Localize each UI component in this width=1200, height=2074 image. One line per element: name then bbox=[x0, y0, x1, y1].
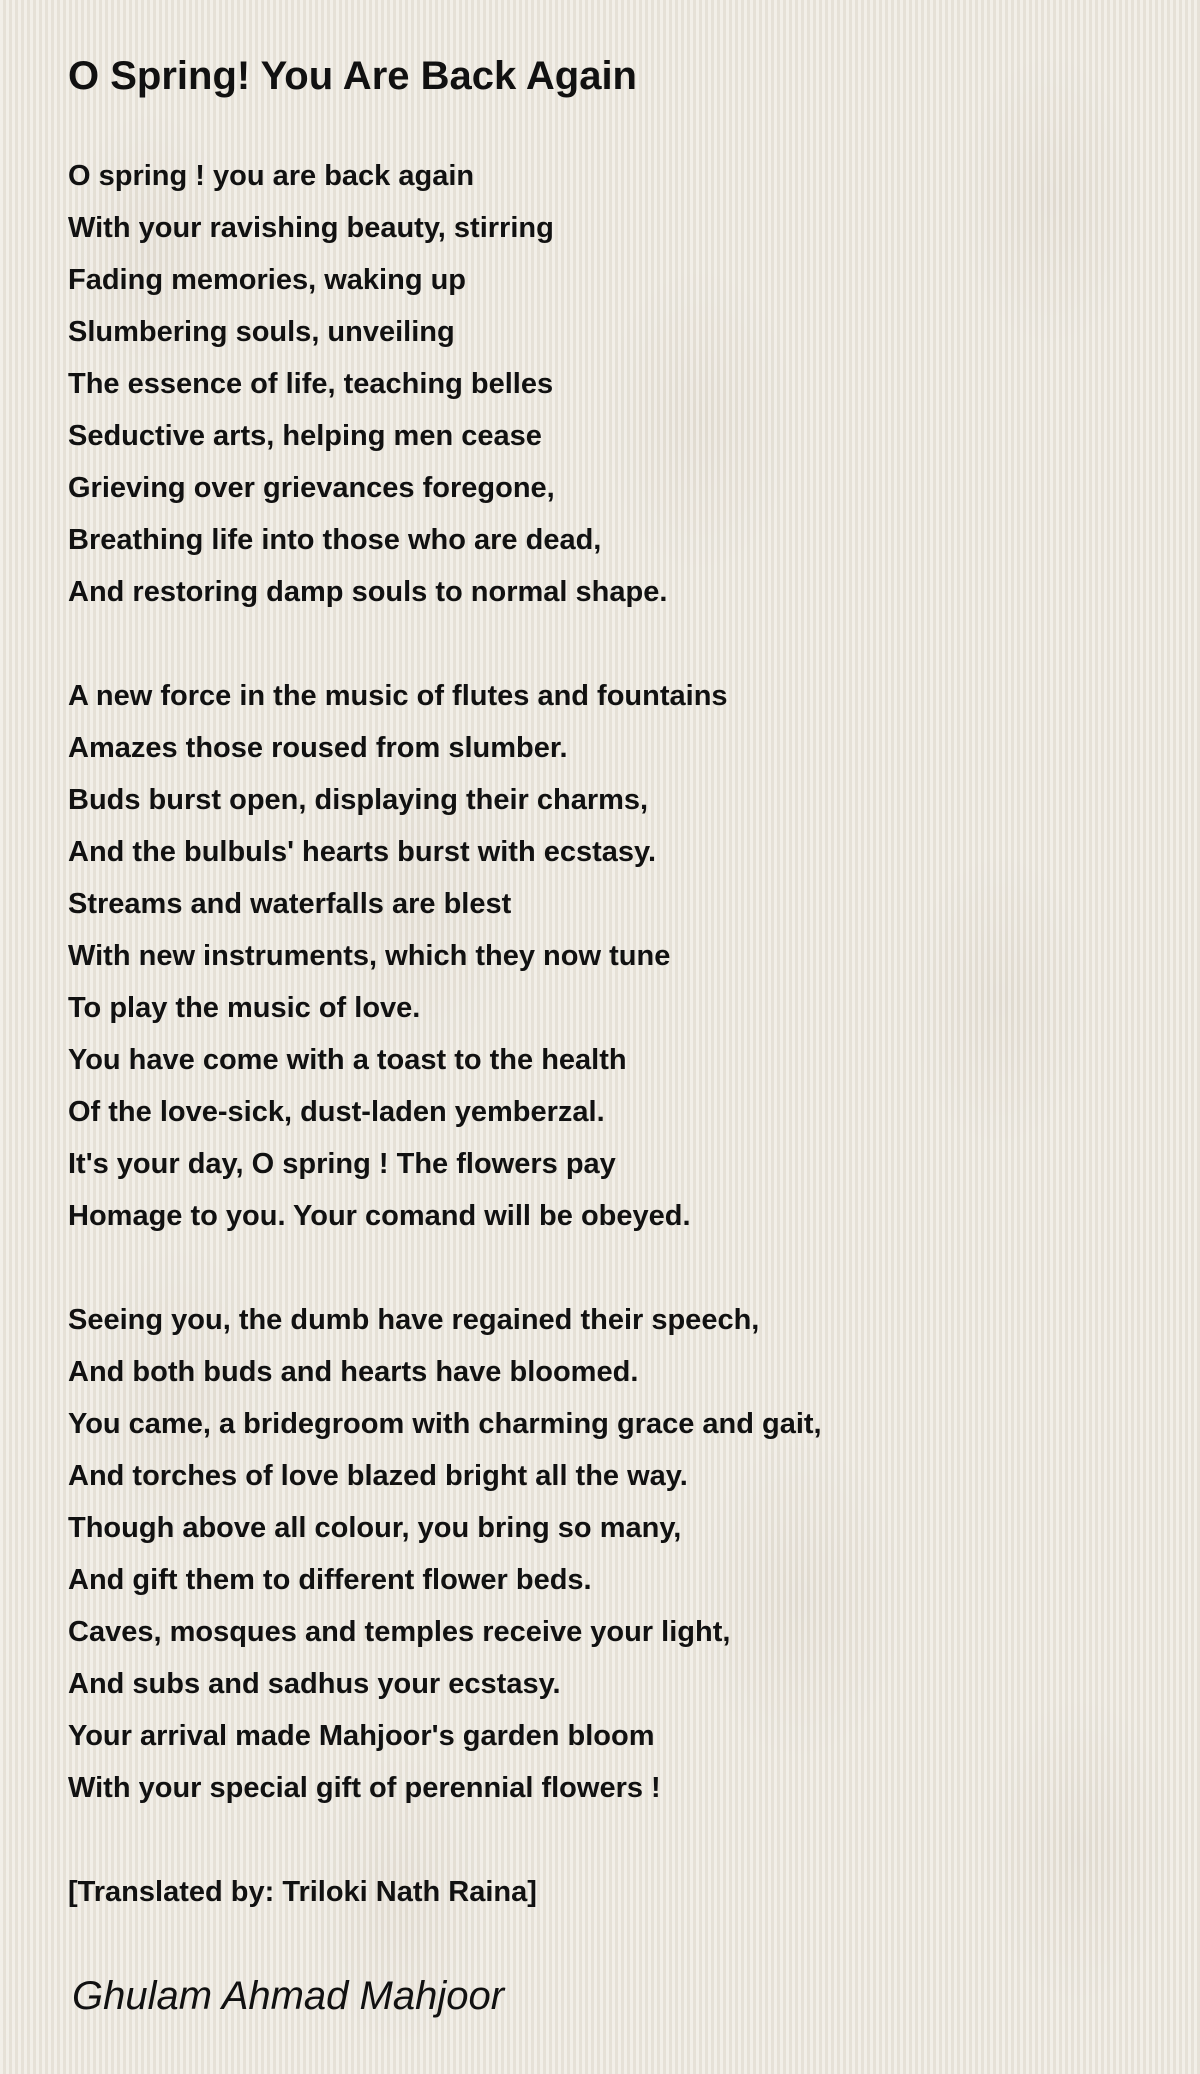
poem-line: Though above all colour, you bring so many, bbox=[68, 1512, 682, 1544]
poem-line: Streams and waterfalls are blest bbox=[68, 888, 512, 920]
poem-line: Your arrival made Mahjoor's garden bloom bbox=[68, 1720, 655, 1752]
stanza-1 bbox=[68, 150, 822, 618]
poem-line: Caves, mosques and temples receive your light, bbox=[68, 1616, 731, 1648]
poem-line: A new force in the music of flutes and fountains bbox=[68, 680, 728, 712]
poem-line: And torches of love blazed bright all the way. bbox=[68, 1460, 688, 1492]
poem-body bbox=[68, 150, 822, 1918]
poem-line: Seeing you, the dumb have regained their speech, bbox=[68, 1304, 760, 1336]
poem-line: And gift them to different flower beds. bbox=[68, 1564, 592, 1596]
poet-name: Ghulam Ahmad Mahjoor bbox=[72, 1974, 505, 2018]
stanza-3 bbox=[68, 1294, 822, 1814]
stanza-2 bbox=[68, 670, 822, 1242]
poem-line: Buds burst open, displaying their charms, bbox=[68, 784, 649, 816]
translator-credit: [Translated by: Triloki Nath Raina] bbox=[68, 1876, 537, 1908]
poem-line: Of the love-sick, dust-laden yemberzal. bbox=[68, 1096, 605, 1128]
poem-line: And both buds and hearts have bloomed. bbox=[68, 1356, 639, 1388]
poem-line: Homage to you. Your comand will be obeyed. bbox=[68, 1200, 691, 1232]
poem-line: With your special gift of perennial flowers ! bbox=[68, 1772, 661, 1804]
poem-line: With your ravishing beauty, stirring bbox=[68, 212, 554, 244]
poem-line: Grieving over grievances foregone, bbox=[68, 472, 555, 504]
poem-line: The essence of life, teaching belles bbox=[68, 368, 554, 400]
poem-line: You have come with a toast to the health bbox=[68, 1044, 627, 1076]
poem-line: You came, a bridegroom with charming grace and gait, bbox=[68, 1408, 822, 1440]
poem-line: Slumbering souls, unveiling bbox=[68, 316, 455, 348]
poem-line: Breathing life into those who are dead, bbox=[68, 524, 602, 556]
poem-line: It's your day, O spring ! The flowers pay bbox=[68, 1148, 616, 1180]
poem-line: Fading memories, waking up bbox=[68, 264, 467, 296]
poem-line: Amazes those roused from slumber. bbox=[68, 732, 568, 764]
poem-line: And subs and sadhus your ecstasy. bbox=[68, 1668, 561, 1700]
poem-line: O spring ! you are back again bbox=[68, 160, 475, 192]
poem-line: With new instruments, which they now tune bbox=[68, 940, 671, 972]
poem-line: To play the music of love. bbox=[68, 992, 421, 1024]
poem-line: Seductive arts, helping men cease bbox=[68, 420, 542, 452]
poem-title: O Spring! You Are Back Again bbox=[68, 54, 637, 98]
poem-line: And restoring damp souls to normal shape. bbox=[68, 576, 668, 608]
poem-line: And the bulbuls' hearts burst with ecstasy. bbox=[68, 836, 657, 868]
